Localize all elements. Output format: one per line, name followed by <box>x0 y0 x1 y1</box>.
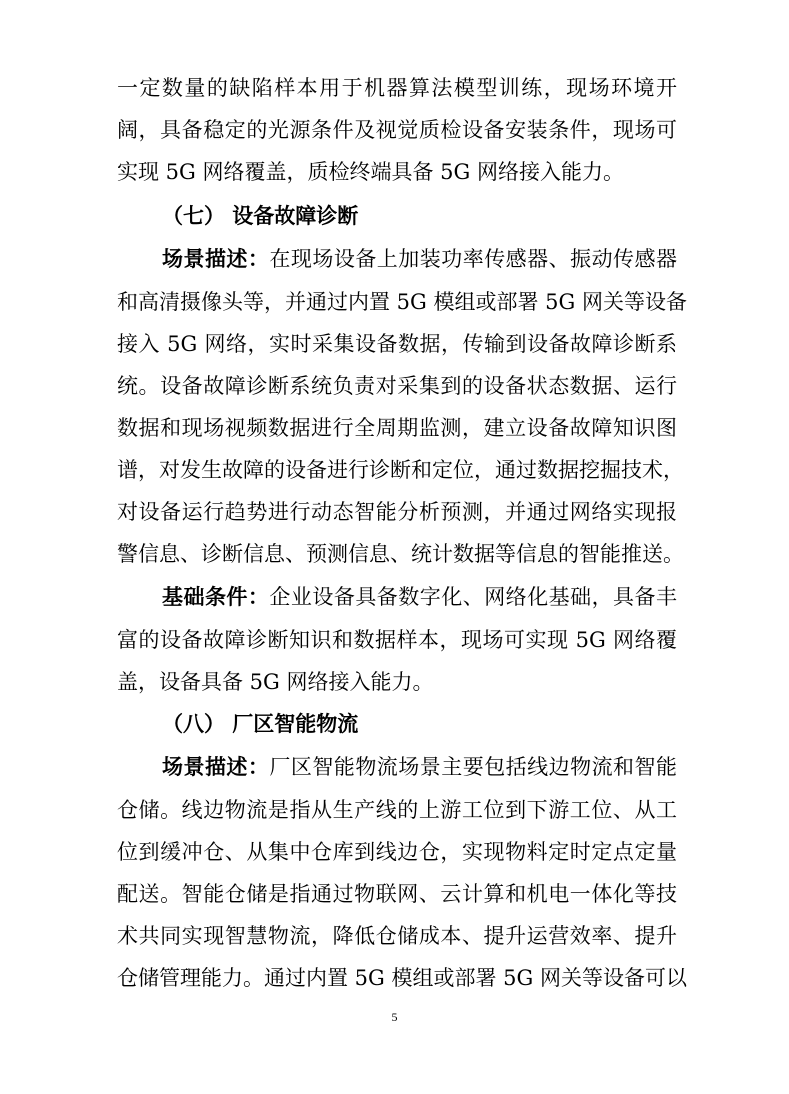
paragraph-line <box>162 576 677 618</box>
scene-description-label: 场景描述： <box>162 247 270 271</box>
paragraph-text: 企业设备具备数字化、网络化基础，具备丰 <box>269 585 678 609</box>
paragraph-line: 谱，对发生故障的设备进行诊断和定位，通过数据挖掘技术， <box>117 458 684 482</box>
basic-conditions-label: 基础条件： <box>162 585 270 609</box>
paragraph-line: 配送。智能仓储是指通过物联网、云计算和机电一体化等技 <box>117 882 677 906</box>
paragraph-line: 阔，具备稳定的光源条件及视觉质检设备安装条件，现场可 <box>117 118 677 142</box>
paragraph-line: 数据和现场视频数据进行全周期监测，建立设备故障知识图 <box>117 416 677 440</box>
paragraph-text: 在现场设备上加装功率传感器、振动传感器 <box>269 247 678 271</box>
paragraph-line: 统。设备故障诊断系统负责对采集到的设备状态数据、运行 <box>117 374 677 398</box>
paragraph-line: 一定数量的缺陷样本用于机器算法模型训练，现场环境开 <box>117 76 677 100</box>
paragraph-line: 术共同实现智慧物流，降低仓储成本、提升运营效率、提升 <box>117 924 677 948</box>
paragraph-line: 警信息、诊断信息、预测信息、统计数据等信息的智能推送。 <box>117 542 684 566</box>
paragraph-line: 富的设备故障诊断知识和数据样本，现场可实现 5G 网络覆 <box>117 628 677 652</box>
paragraph-text: 厂区智能物流场景主要包括线边物流和智能 <box>269 755 678 779</box>
paragraph-line: 仓储管理能力。通过内置 5G 模组或部署 5G 网关等设备可以 <box>117 966 687 990</box>
section-heading-8: （八） 厂区智能物流 <box>162 712 359 736</box>
paragraph-line: 仓储。线边物流是指从生产线的上游工位到下游工位、从工 <box>117 798 677 822</box>
page-number: 5 <box>391 1010 398 1024</box>
paragraph-line: 位到缓冲仓、从集中仓库到线边仓，实现物料定时定点定量 <box>117 840 677 864</box>
paragraph-line <box>162 746 677 788</box>
paragraph-line: 实现 5G 网络覆盖，质检终端具备 5G 网络接入能力。 <box>117 160 624 184</box>
paragraph-line: 和高清摄像头等，并通过内置 5G 模组或部署 5G 网关等设备 <box>117 290 687 314</box>
paragraph-line <box>162 238 677 280</box>
section-heading-7: （七） 设备故障诊断 <box>162 204 359 228</box>
paragraph-line: 接入 5G 网络，实时采集设备数据，传输到设备故障诊断系 <box>117 332 677 356</box>
scene-description-label: 场景描述： <box>162 755 270 779</box>
paragraph-line: 盖，设备具备 5G 网络接入能力。 <box>117 670 434 694</box>
paragraph-line: 对设备运行趋势进行动态智能分析预测，并通过网络实现报 <box>117 500 677 524</box>
